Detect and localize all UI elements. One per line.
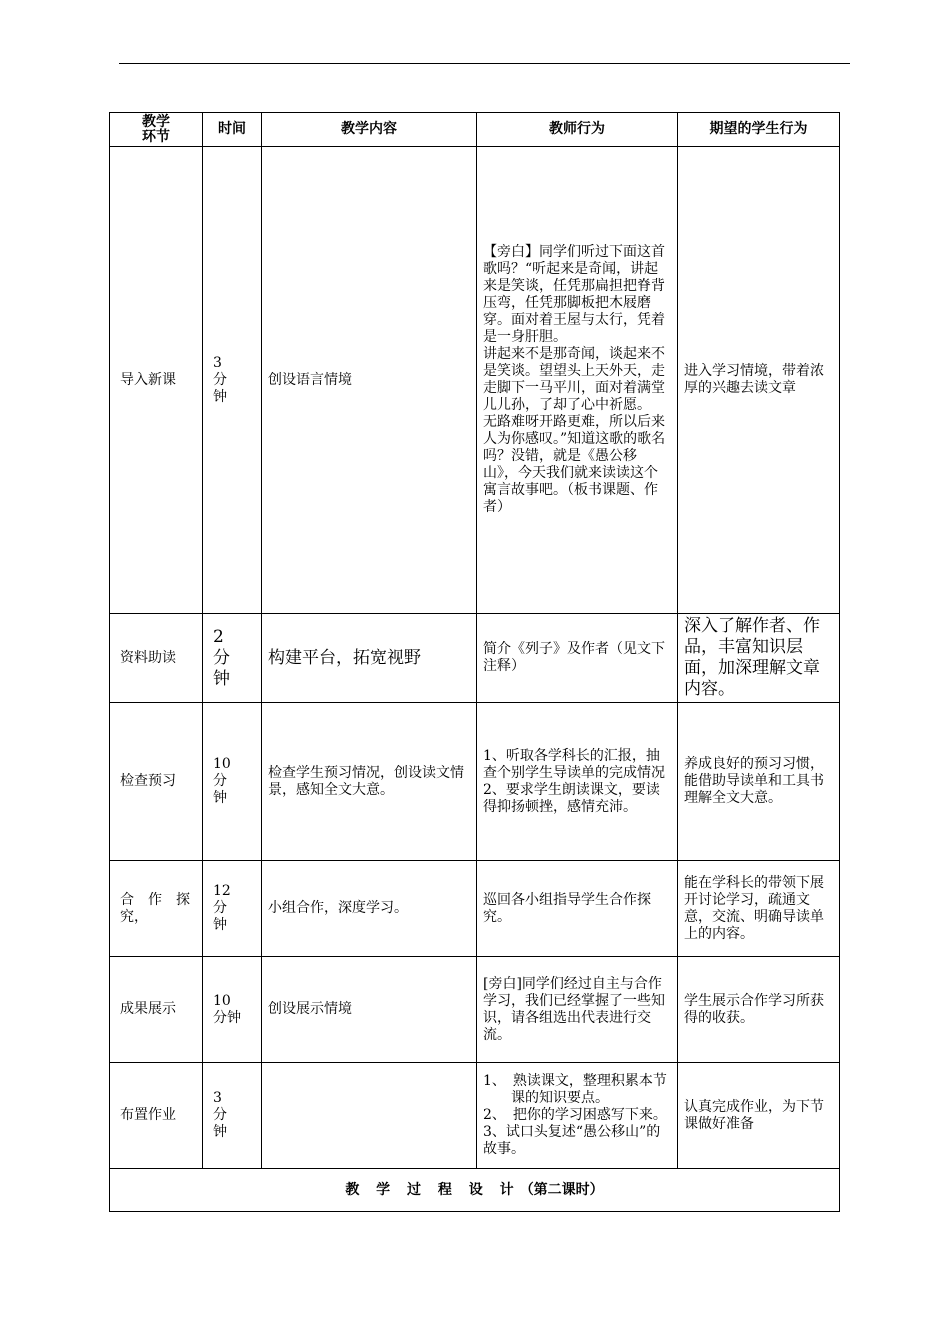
time-cell: 10 分 钟 bbox=[203, 703, 262, 861]
lesson-plan-table bbox=[109, 112, 840, 1212]
table-row bbox=[110, 703, 840, 861]
table-row bbox=[110, 1063, 840, 1169]
section-title-row bbox=[110, 1169, 840, 1212]
time-cell: 2 分 钟 bbox=[203, 614, 262, 703]
section-title-paren: （第二课时） bbox=[519, 1181, 604, 1198]
content-cell: 小组合作，深度学习。 bbox=[262, 861, 477, 957]
content-cell: 创设展示情境 bbox=[262, 957, 477, 1063]
table-row bbox=[110, 147, 840, 614]
header-stage: 教学环节 bbox=[110, 113, 203, 147]
table-header-row bbox=[110, 113, 840, 147]
header-student: 期望的学生行为 bbox=[678, 113, 840, 147]
content-cell bbox=[262, 1063, 477, 1169]
table-row bbox=[110, 957, 840, 1063]
stage-cell: 检查预习 bbox=[110, 703, 203, 861]
content-cell: 检查学生预习情况，创设读文情景，感知全文大意。 bbox=[262, 703, 477, 861]
table-row bbox=[110, 861, 840, 957]
time-cell: 3 分 钟 bbox=[203, 1063, 262, 1169]
content-cell: 构建平台，拓宽视野 bbox=[262, 614, 477, 703]
section-title bbox=[110, 1169, 840, 1212]
teacher-cell: 巡回各小组指导学生合作探究。 bbox=[477, 861, 678, 957]
stage-cell: 资料助读 bbox=[110, 614, 203, 703]
time-cell: 3 分 钟 bbox=[203, 147, 262, 614]
homework-item: 2、 把你的学习困惑写下来。 bbox=[483, 1107, 667, 1123]
header-teacher: 教师行为 bbox=[477, 113, 678, 147]
student-cell: 养成良好的预习习惯，能借助导读单和工具书理解全文大意。 bbox=[678, 703, 840, 861]
header-time: 时间 bbox=[203, 113, 262, 147]
student-cell: 进入学习情境，带着浓厚的兴趣去读文章 bbox=[678, 147, 840, 614]
teacher-cell: 简介《列子》及作者（见文下注释） bbox=[477, 614, 678, 703]
homework-item: 1、 熟读课文，整理积累本节课的知识要点。 bbox=[483, 1073, 667, 1106]
header-rule bbox=[119, 63, 850, 64]
teacher-cell bbox=[477, 1063, 678, 1169]
table-row bbox=[110, 614, 840, 703]
stage-cell: 合 作 探究， bbox=[110, 861, 203, 957]
student-cell: 能在学科长的带领下展开讨论学习，疏通文意，交流、明确导读单上的内容。 bbox=[678, 861, 840, 957]
stage-cell: 导入新课 bbox=[110, 147, 203, 614]
header-content: 教学内容 bbox=[262, 113, 477, 147]
section-title-text: 教 学 过 程 设 计 bbox=[345, 1181, 520, 1198]
student-cell: 深入了解作者、作品，丰富知识层面，加深理解文章内容。 bbox=[678, 614, 840, 703]
time-cell: 10 分钟 bbox=[203, 957, 262, 1063]
content-cell: 创设语言情境 bbox=[262, 147, 477, 614]
time-cell: 12 分 钟 bbox=[203, 861, 262, 957]
student-cell: 认真完成作业，为下节课做好准备 bbox=[678, 1063, 840, 1169]
stage-cell: 布置作业 bbox=[110, 1063, 203, 1169]
student-cell: 学生展示合作学习所获得的收获。 bbox=[678, 957, 840, 1063]
homework-item: 3、试口头复述“愚公移山”的故事。 bbox=[483, 1124, 661, 1157]
teacher-cell: 1、听取各学科长的汇报，抽查个别学生导读单的完成情况 2、要求学生朗读课文，要读得抑扬顿挫，感情充沛。 bbox=[477, 703, 678, 861]
stage-cell: 成果展示 bbox=[110, 957, 203, 1063]
teacher-cell: [旁白]同学们经过自主与合作学习，我们已经掌握了一些知识，请各组选出代表进行交流。 bbox=[477, 957, 678, 1063]
teacher-cell: 【旁白】同学们听过下面这首歌吗？“听起来是奇闻，讲起来是笑谈，任凭那扁担把脊背压弯，任凭那脚板把木屐磨穿。面对着王屋与太行，凭着是一身肝胆。 讲起来不是那奇闻，谈起来不是笑谈。望望头上天外天，走走脚下一马平川，面对着满堂儿儿孙，了却了心中祈愿。 无路难呀开路更难，所以后来人为你感叹。”知道这歌的歌名吗？没错，就是《愚公移山》，今天我们就来读读这个寓言故事吧。（板书课题、作者） bbox=[477, 147, 678, 614]
